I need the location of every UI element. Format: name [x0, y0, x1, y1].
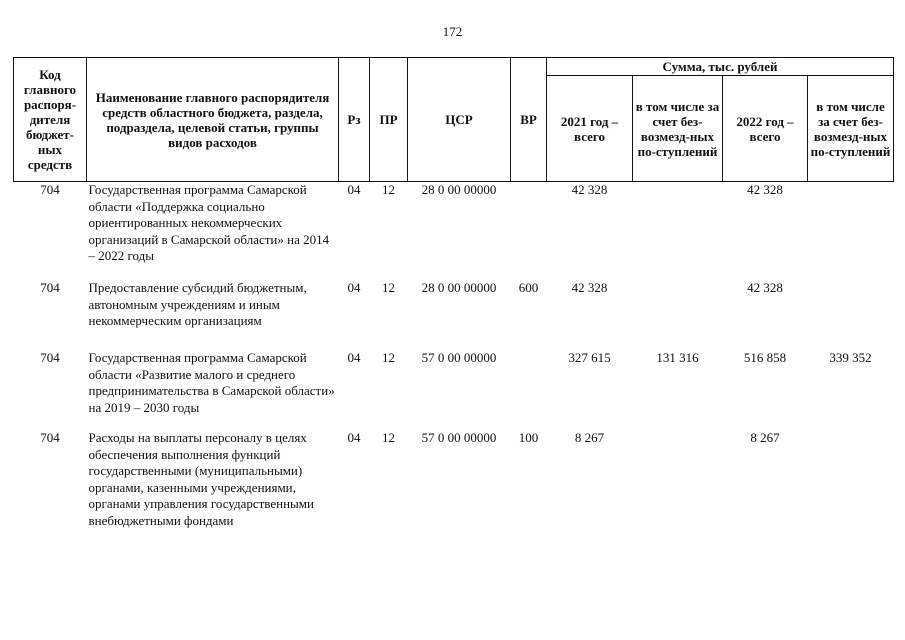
header-pr: ПР — [370, 58, 408, 182]
header-2021-free: в том числе за счет без-возмезд-ных по-ступлений — [633, 76, 723, 182]
header-2021-total: 2021 год – всего — [547, 76, 633, 182]
header-csr: ЦСР — [408, 58, 511, 182]
cell-vr — [511, 182, 547, 281]
cell-vr: 100 — [518, 430, 539, 445]
cell-2021-free — [633, 182, 723, 281]
table-header — [14, 58, 894, 182]
cell-2022-free — [808, 430, 894, 570]
cell-2022-total: 8 267 — [750, 430, 780, 445]
cell-vr: 600 — [518, 280, 539, 295]
cell-2021-total: 327 615 — [568, 350, 611, 365]
cell-pr: 12 — [382, 280, 395, 295]
cell-pr: 12 — [382, 182, 395, 197]
cell-code: 704 — [40, 280, 60, 295]
header-2022-free: в том числе за счет без-возмезд-ных по-ступлений — [808, 76, 894, 182]
page-number: 172 — [442, 24, 463, 39]
cell-vr — [511, 350, 547, 430]
table-body — [14, 182, 894, 571]
table-row — [14, 350, 894, 430]
cell-2022-total: 42 328 — [747, 280, 783, 295]
cell-rz: 04 — [347, 430, 361, 445]
header-code: Код главного распоря-дителя бюджет-ных средств — [14, 58, 87, 182]
header-vr: ВР — [511, 58, 547, 182]
cell-2021-total: 42 328 — [571, 280, 608, 295]
cell-2022-free — [808, 182, 894, 281]
cell-name: Расходы на выплаты персоналу в целях обеспечения выполнения функций государственными (муниципальными) органами, казенными учреждениями, органами управления государственными внебюджетными фондами — [88, 430, 314, 528]
header-rz: Рз — [339, 58, 370, 182]
table-row — [14, 182, 894, 281]
cell-2022-free — [808, 280, 894, 350]
cell-2022-free: 339 352 — [829, 350, 872, 365]
cell-2022-total: 42 328 — [747, 182, 783, 197]
cell-csr: 28 0 00 00000 — [421, 280, 497, 295]
cell-code: 704 — [40, 430, 60, 445]
cell-2021-free — [633, 430, 723, 570]
cell-csr: 57 0 00 00000 — [421, 430, 497, 445]
header-sum-group: Сумма, тыс. рублей — [547, 58, 894, 76]
table-row — [14, 280, 894, 350]
cell-2021-free — [633, 280, 723, 350]
table-row — [14, 430, 894, 570]
header-2022-total: 2022 год – всего — [723, 76, 808, 182]
cell-name: Предоставление субсидий бюджетным, автономным учреждениям и иным некоммерческим организациям — [88, 280, 307, 328]
cell-pr: 12 — [382, 350, 395, 365]
cell-rz: 04 — [347, 280, 361, 295]
cell-2021-total: 8 267 — [574, 430, 605, 445]
cell-rz: 04 — [347, 182, 361, 197]
cell-2022-total: 516 858 — [743, 350, 787, 365]
cell-2021-free: 131 316 — [656, 350, 699, 365]
cell-csr: 57 0 00 00000 — [421, 350, 497, 365]
budget-table — [13, 57, 894, 570]
header-name: Наименование главного распорядителя средств областного бюджета, раздела, подраздела, целевой статьи, группы видов расходов — [87, 58, 339, 182]
cell-2021-total: 42 328 — [571, 182, 608, 197]
cell-name: Государственная программа Самарской области «Поддержка социально ориентированных некоммерческих организаций в Самарской области» на 2014 – 2022 годы — [88, 182, 330, 263]
cell-name: Государственная программа Самарской области «Развитие малого и среднего предпринимательства в Самарской области» на 2019 – 2030 годы — [88, 350, 335, 415]
cell-rz: 04 — [347, 350, 361, 365]
cell-code: 704 — [40, 350, 60, 365]
cell-csr: 28 0 00 00000 — [421, 182, 497, 197]
cell-code: 704 — [40, 182, 60, 197]
cell-pr: 12 — [382, 430, 395, 445]
